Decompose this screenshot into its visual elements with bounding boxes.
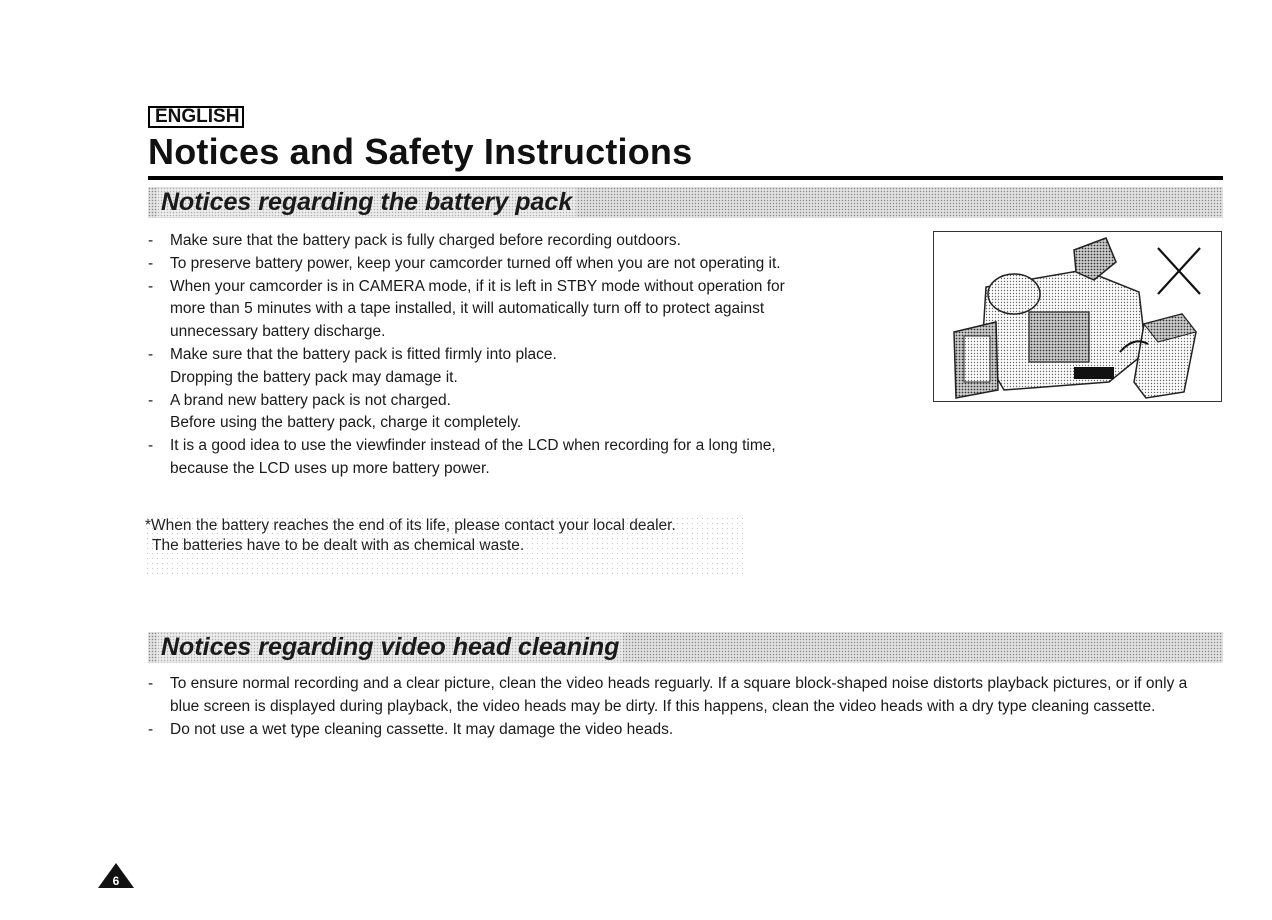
page-number-badge <box>97 862 135 889</box>
head-cleaning-notice-list <box>148 673 1218 741</box>
list-item-line: - Make sure that the battery pack is fitted firmly into place. <box>170 345 557 363</box>
list-item-line: - To ensure normal recording and a clear picture, clean the video heads reguarly. If a square block-shaped noise distorts playback pictures, or if only a <box>170 675 1188 692</box>
head-cleaning-section-heading: Notices regarding video head cleaning <box>157 633 623 662</box>
camcorder-battery-illustration <box>933 231 1222 402</box>
list-item <box>148 276 838 344</box>
list-item-line: - Make sure that the battery pack is fully charged before recording outdoors. <box>170 232 681 249</box>
page-title: Notices and Safety Instructions <box>148 131 693 172</box>
list-item-line: because the LCD uses up more battery power. <box>170 459 490 477</box>
list-item-line: - A brand new battery pack is not charged. <box>170 391 451 409</box>
list-item-line: - When your camcorder is in CAMERA mode, if it is left in STBY mode without operation for <box>170 277 785 295</box>
battery-section-band <box>148 187 1223 218</box>
title-rule <box>148 176 1223 180</box>
battery-disposal-note <box>145 516 745 578</box>
list-item <box>148 344 838 390</box>
language-tag: ENGLISH <box>148 106 244 128</box>
page-number: 6 <box>112 874 120 888</box>
list-item-line: Dropping the battery pack may damage it. <box>170 368 458 386</box>
note-line: *When the battery reaches the end of its life, please contact your local dealer. <box>145 517 676 534</box>
list-item-line: more than 5 minutes with a tape installed, it will automatically turn off to protect against <box>170 300 765 318</box>
lcd-screen <box>964 336 990 382</box>
list-item-line: - To preserve battery power, keep your camcorder turned off when you are not operating it. <box>170 254 781 272</box>
list-item <box>148 230 838 253</box>
viewfinder <box>1074 238 1116 280</box>
page-triangle-icon <box>97 862 135 889</box>
list-item-line: - It is a good idea to use the viewfinder instead of the LCD when recording for a long time, <box>170 437 776 455</box>
note-line: The batteries have to be dealt with as chemical waste. <box>152 537 525 554</box>
list-item-line: Before using the battery pack, charge it completely. <box>170 414 522 432</box>
battery-notice-list <box>148 230 838 481</box>
head-cleaning-section-band <box>148 632 1223 663</box>
list-item <box>148 253 838 276</box>
battery-section-heading: Notices regarding the battery pack <box>157 188 576 217</box>
list-item-line: unnecessary battery discharge. <box>170 323 386 341</box>
camcorder-drawing <box>934 232 1221 401</box>
list-item <box>148 719 1218 742</box>
list-item-line: blue screen is displayed during playback, the video heads may be dirty. If this happens, clean the video heads with a dry type cleaning cassette. <box>170 697 1156 715</box>
list-item-line: - Do not use a wet type cleaning cassette. It may damage the video heads. <box>170 720 674 738</box>
list-item <box>148 390 838 436</box>
lens <box>988 274 1040 314</box>
list-item <box>148 673 1218 719</box>
camcorder-side-panel <box>1029 312 1089 362</box>
list-item <box>148 435 838 481</box>
tape-door <box>1074 367 1114 379</box>
